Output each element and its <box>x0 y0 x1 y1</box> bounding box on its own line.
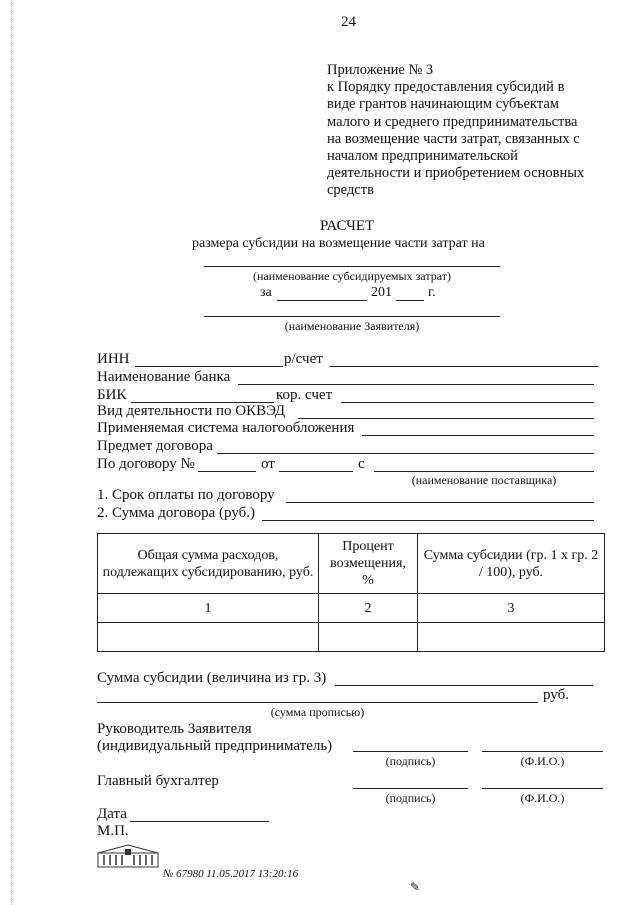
accountant-name-line[interactable] <box>482 788 603 789</box>
contract-no-input-line[interactable] <box>198 471 256 472</box>
contract-from-label: от <box>261 456 275 472</box>
okved-label: Вид деятельности по ОКВЭД <box>97 403 286 419</box>
applicant-input-line[interactable] <box>204 316 500 317</box>
accountant-label: Главный бухгалтер <box>97 773 219 789</box>
table-header-cell: Процент возмещения, % <box>319 534 418 594</box>
registry-logo <box>97 843 159 869</box>
appendix-block <box>327 62 584 200</box>
caption-costs: (наименование субсидируемых затрат) <box>253 269 451 283</box>
head-name-line[interactable] <box>482 751 603 752</box>
bank-label: Наименование банка <box>97 369 231 385</box>
appendix-line: на возмещение части затрат, связанных с <box>327 130 580 147</box>
account-label: р/счет <box>284 351 323 367</box>
scan-edge <box>11 0 12 905</box>
table-header-cell: Общая сумма расходов, подлежащих субсидированию, руб. <box>98 534 319 594</box>
page-number: 24 <box>341 14 356 30</box>
appendix-line: виде грантов начинающим субъектам <box>327 96 559 113</box>
contract-with-label: с <box>358 456 365 472</box>
appendix-line: малого и среднего предпринимательства <box>327 113 578 130</box>
account-input-line[interactable] <box>330 366 598 367</box>
column-number: 1 <box>98 594 319 623</box>
caption-supplier: (наименование поставщика) <box>411 473 557 487</box>
subsidy-words-input-line[interactable] <box>97 702 538 703</box>
table-cell[interactable] <box>418 623 605 652</box>
caption-accountant-name: (Ф.И.О.) <box>520 791 565 805</box>
head-label-line1: Руководитель Заявителя <box>97 721 252 737</box>
date-input-line[interactable] <box>130 821 269 822</box>
appendix-line: началом предпринимательской <box>327 148 518 165</box>
inn-input-line[interactable] <box>135 366 283 367</box>
caption-sum-words: (сумма прописью) <box>270 705 365 719</box>
corr-account-input-line[interactable] <box>341 402 594 403</box>
appendix-line: Приложение № 3 <box>327 62 434 78</box>
date-label: Дата <box>97 806 127 822</box>
inn-label: ИНН <box>97 351 130 367</box>
currency-label: руб. <box>543 687 569 703</box>
period-prefix: за <box>260 285 272 300</box>
calculation-table <box>97 533 605 652</box>
corr-account-label: кор. счет <box>276 387 333 403</box>
appendix-line: к Порядку предоставления субсидий в <box>327 79 565 96</box>
contract-date-input-line[interactable] <box>279 471 353 472</box>
caption-accountant-signature: (подпись) <box>385 791 436 805</box>
head-signature-line[interactable] <box>353 751 468 752</box>
subsidy-sum-label: Сумма субсидии (величина из гр. 3) <box>97 670 327 686</box>
table-header-cell: Сумма субсидии (гр. 1 х гр. 2 / 100), руб. <box>418 534 605 594</box>
table-column-numbers-row <box>98 594 605 623</box>
contract-no-label: По договору № <box>97 456 195 472</box>
document-heading: РАСЧЕТ <box>320 218 375 234</box>
table-row <box>98 623 605 652</box>
bik-label: БИК <box>97 387 127 403</box>
contract-sum-label: 2. Сумма договора (руб.) <box>97 505 255 521</box>
column-number: 2 <box>319 594 418 623</box>
tax-system-input-line[interactable] <box>362 435 594 436</box>
contract-subject-input-line[interactable] <box>217 453 594 454</box>
head-label-line2: (индивидуальный предприниматель) <box>97 738 333 754</box>
table-cell[interactable] <box>98 623 319 652</box>
bank-input-line[interactable] <box>238 384 594 385</box>
document-subheading: размера субсидии на возмещение части затрат на <box>192 236 485 251</box>
caption-applicant: (наименование Заявителя) <box>284 319 420 333</box>
caption-head-signature: (подпись) <box>385 754 436 768</box>
column-number: 3 <box>418 594 605 623</box>
contract-subject-label: Предмет договора <box>97 438 213 454</box>
payment-term-input-line[interactable] <box>286 502 594 503</box>
year-input-line[interactable] <box>396 300 424 301</box>
tax-system-label: Применяемая система налогообложения <box>97 420 355 436</box>
okved-input-line[interactable] <box>298 418 594 419</box>
contract-sum-input-line[interactable] <box>262 520 594 521</box>
document-registry-stamp: № 67980 11.05.2017 13:20:16 <box>163 868 299 880</box>
period-input-line[interactable] <box>277 300 367 301</box>
table-header-row <box>98 534 605 594</box>
scan-mark: ✎ <box>410 880 421 894</box>
appendix-line: средств <box>327 182 374 199</box>
subsidy-sum-input-line[interactable] <box>335 685 593 686</box>
appendix-line: деятельности и приобретением основных <box>327 165 585 182</box>
period-suffix: г. <box>428 285 436 300</box>
table-cell[interactable] <box>319 623 418 652</box>
payment-term-label: 1. Срок оплаты по договору <box>97 487 275 503</box>
costs-input-line[interactable] <box>204 266 500 267</box>
stamp-label: М.П. <box>97 823 129 839</box>
caption-head-name: (Ф.И.О.) <box>520 754 565 768</box>
accountant-signature-line[interactable] <box>353 788 468 789</box>
period-year: 201 <box>371 285 392 300</box>
supplier-input-line[interactable] <box>374 471 594 472</box>
